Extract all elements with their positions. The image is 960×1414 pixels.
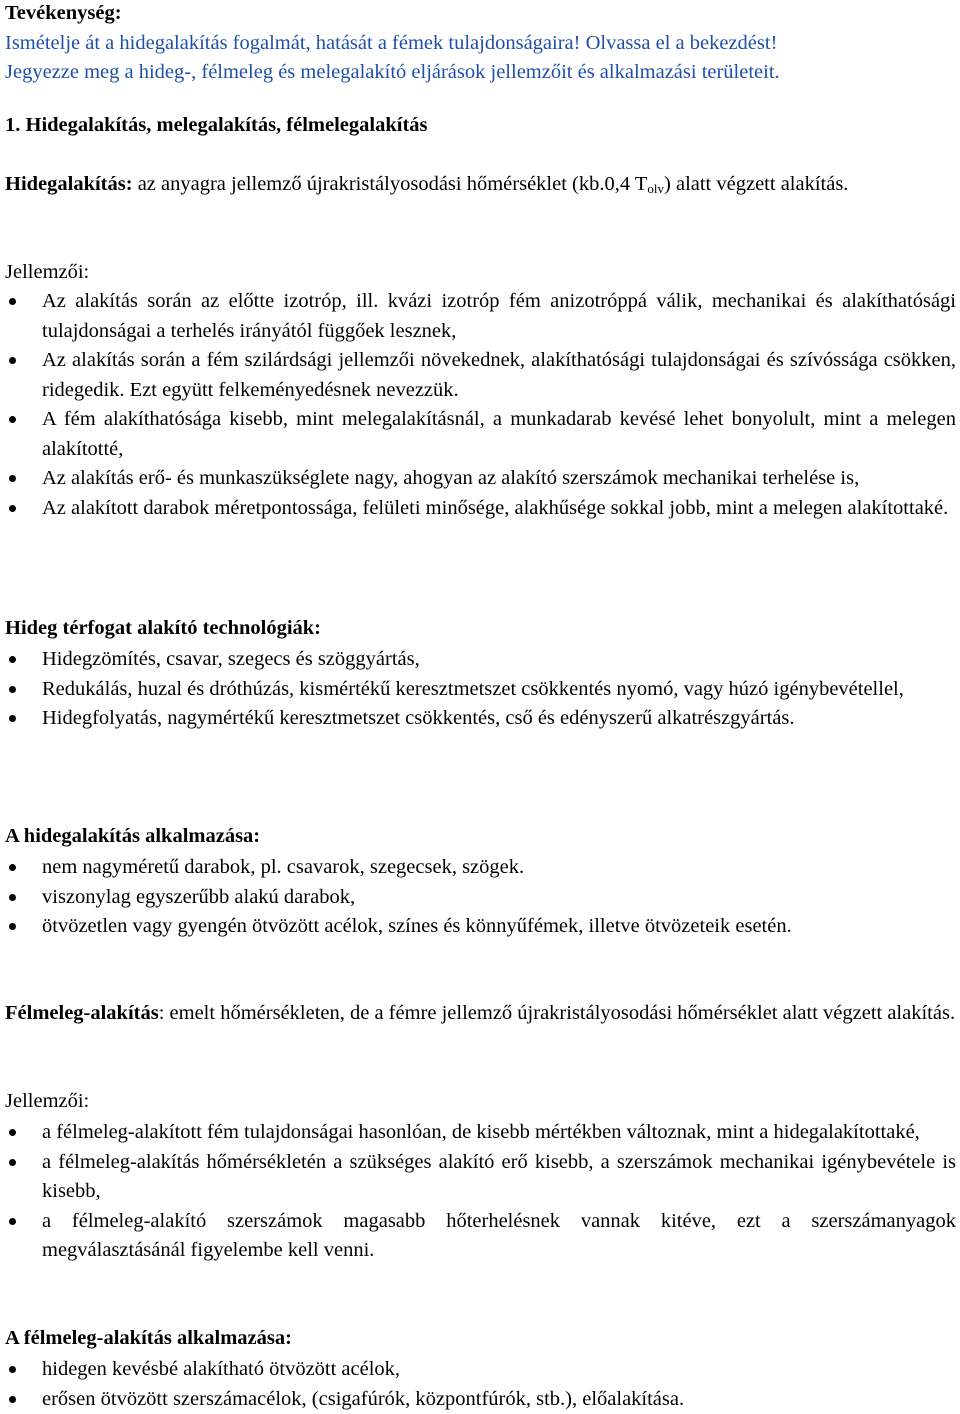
list-item: a félmeleg-alakító szerszámok magasabb hőterhelésnek vannak kitéve, ezt a szerszámanyagok megválasztásánál figyelembe kell venni. [5, 1207, 956, 1266]
semi-warm-text: : emelt hőmérsékleten, de a fémre jellemző újrakristályosodási hőmérséklet alatt végzett alakítás. [158, 1002, 956, 1024]
list-item: Az alakítás során az előtte izotróp, ill. kvázi izotróp fém anizotróppá válik, mechanikai és alakíthatósági tulajdonságai a terhelés irányától függőek lesznek, [5, 287, 956, 346]
list-item: Redukálás, huzal és dróthúzás, kismértékű keresztmetszet csökkentés nyomó, vagy húzó igénybevétellel, [5, 675, 956, 705]
semi-app-list [5, 1355, 956, 1414]
list-item: hidegen kevésbé alakítható ötvözött acélok, [5, 1355, 956, 1385]
activity-instruction-2: Jegyezze meg a hideg-, félmeleg és melegalakító eljárások jellemzőit és alkalmazási területeit. [5, 61, 780, 83]
list-item: Az alakítás erő- és munkaszükséglete nagy, ahogyan az alakító szerszámok mechanikai terhelése is, [5, 464, 956, 494]
cold-features-list [5, 287, 956, 523]
list-item: viszonylag egyszerűbb alakú darabok, [5, 883, 956, 913]
cold-app-heading: A hidegalakítás alkalmazása: [5, 825, 261, 847]
definition-label: Hidegalakítás: [5, 173, 133, 195]
list-item: A fém alakíthatósága kisebb, mint melegalakításnál, a munkadarab kevésé lehet bonyolult, mint a melegen alakítotté, [5, 405, 956, 464]
activity-block [5, 0, 956, 88]
semi-warm-label: Félmeleg-alakítás [5, 1002, 159, 1024]
list-item: Hidegfolyatás, nagymértékű keresztmetszet csökkentés, cső és edényszerű alkatrészgyártás. [5, 704, 956, 734]
semi-warm-definition [5, 999, 956, 1029]
list-item: Az alakítás során a fém szilárdsági jellemzői növekednek, alakíthatósági tulajdonságai és szívóssága csökken, ridegedik. Ezt együtt felkeményedésnek nevezzük. [5, 346, 956, 405]
cold-app-list [5, 853, 956, 942]
cold-forming-definition [5, 170, 956, 204]
features-label: Jellemzői: [5, 261, 90, 283]
semi-features-label: Jellemzői: [5, 1090, 90, 1112]
list-item: nem nagyméretű darabok, pl. csavarok, szegecsek, szögek. [5, 853, 956, 883]
definition-text-b: ) alatt végzett alakítás. [664, 173, 849, 195]
list-item: Az alakított darabok méretpontossága, felületi minősége, alakhűsége sokkal jobb, mint a melegen alakítottaké. [5, 494, 956, 524]
list-item: a félmeleg-alakítás hőmérsékletén a szükséges alakító erő kisebb, a szerszámok mechanikai igénybevétele is kisebb, [5, 1148, 956, 1207]
definition-text-a: az anyagra jellemző újrakristályosodási hőmérséklet (kb.0,4 T [132, 173, 648, 195]
section-heading: 1. Hidegalakítás, melegalakítás, félmelegalakítás [5, 114, 428, 136]
activity-title: Tevékenység: [5, 2, 122, 24]
definition-subscript: olv [647, 181, 665, 196]
semi-features-list [5, 1118, 956, 1266]
list-item: ötvözetlen vagy gyengén ötvözött acélok, színes és könnyűfémek, illetve ötvözeteik esetén. [5, 912, 956, 942]
list-item: Hidegzömítés, csavar, szegecs és szöggyártás, [5, 645, 956, 675]
activity-instruction-1: Ismételje át a hidegalakítás fogalmát, hatását a fémek tulajdonságaira! Olvassa el a bekezdést! [5, 31, 778, 54]
list-item: erősen ötvözött szerszámacélok, (csigafúrók, központfúrók, stb.), előalakítása. [5, 1385, 956, 1414]
list-item: a félmeleg-alakított fém tulajdonságai hasonlóan, de kisebb mértékben változnak, mint a hidegalakítottaké, [5, 1118, 956, 1148]
cold-tech-heading: Hideg térfogat alakító technológiák: [5, 617, 322, 639]
semi-app-heading: A félmeleg-alakítás alkalmazása: [5, 1327, 292, 1349]
cold-tech-list [5, 645, 956, 734]
